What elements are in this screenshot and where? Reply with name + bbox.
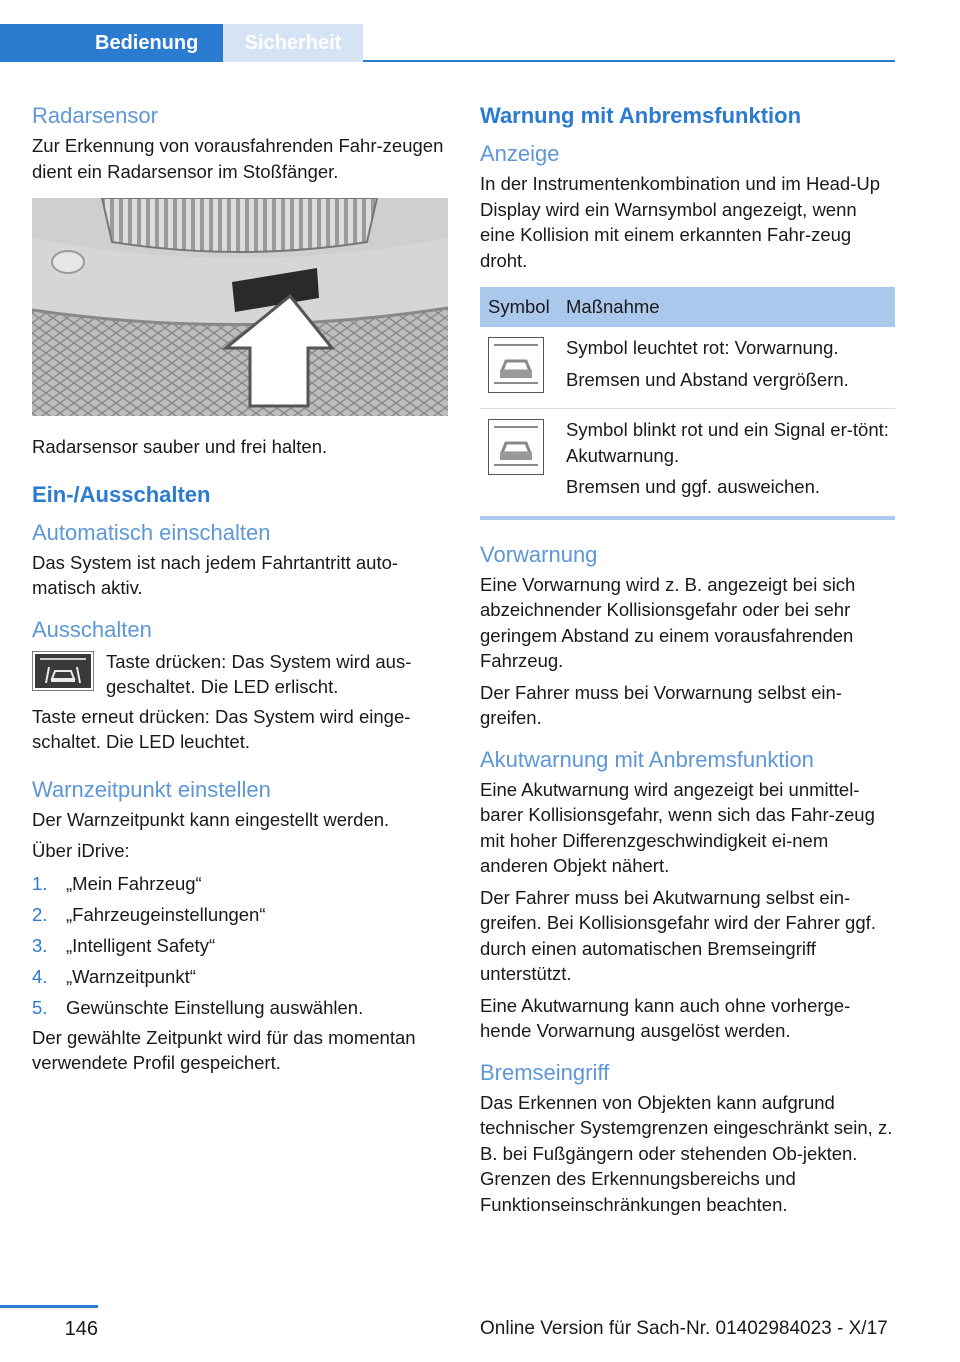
acute-no-prewarn: Eine Akutwarnung kann auch ohne vorherge-hende Vorwarnung ausgelöst werden. bbox=[480, 994, 851, 1041]
brake-warning-heading: Warnung mit Anbremsfunktion bbox=[480, 103, 802, 128]
radar-text: Zur Erkennung von vorausfahrenden Fahr-zeugen dient ein Radarsensor im Stoßfänger. bbox=[32, 135, 444, 182]
warn-time-text: Der Warnzeitpunkt kann eingestellt werden. bbox=[32, 808, 390, 830]
radar-heading: Radarsensor bbox=[32, 103, 158, 128]
auto-on-heading: Automatisch einschalten bbox=[32, 519, 271, 545]
display-heading: Anzeige bbox=[480, 141, 560, 166]
list-item: 4. „Warnzeitpunkt“ bbox=[32, 965, 196, 987]
acute-text: Eine Akutwarnung wird angezeigt bei unmittel-barer Kollisionsgefahr, wenn sich das Fahr-zeug mit hoher Differenzgeschwindigkeit ei-nem anderen Objekt nähert. bbox=[480, 778, 875, 876]
off-heading: Ausschalten bbox=[32, 616, 152, 642]
acute-heading: Akutwarnung mit Anbremsfunktion bbox=[480, 746, 814, 772]
car-front-warning-icon bbox=[488, 337, 544, 393]
tab-sicherheit[interactable]: Sicherheit bbox=[223, 24, 363, 62]
idrive-text: Über iDrive: bbox=[32, 840, 130, 861]
list-item: 1. „Mein Fahrzeug“ bbox=[32, 872, 202, 894]
online-version-note: Online Version für Sach-Nr. 01402984023 - X/17 bbox=[480, 1318, 888, 1339]
prewarn-heading: Vorwarnung bbox=[480, 541, 598, 567]
row2-line1: Symbol blinkt rot und ein Signal er-tönt: Akutwarnung. bbox=[566, 419, 889, 466]
table-row bbox=[480, 327, 895, 408]
prewarn-driver: Der Fahrer muss bei Vorwarnung selbst ein-greifen. bbox=[480, 681, 842, 728]
left-column bbox=[32, 101, 450, 1076]
table-header bbox=[480, 287, 895, 327]
col-symbol: Symbol bbox=[488, 296, 550, 317]
list-item: 5. Gewünschte Einstellung auswählen. bbox=[32, 996, 364, 1018]
row1-line1: Symbol leuchtet rot: Vorwarnung. bbox=[566, 337, 839, 358]
on-again-text: Taste erneut drücken: Das System wird einge-schaltet. Die LED leuchtet. bbox=[32, 705, 411, 752]
page-number: 146 bbox=[64, 1318, 98, 1340]
off-text: Taste drücken: Das System wird aus-geschaltet. Die LED erlischt. bbox=[106, 650, 412, 697]
col-action: Maßnahme bbox=[566, 296, 660, 317]
off-instruction bbox=[32, 649, 450, 700]
idrive-steps bbox=[32, 868, 450, 1023]
brake-heading: Bremseingriff bbox=[480, 1059, 610, 1085]
auto-on-text: Das System ist nach jedem Fahrtantritt auto-matisch aktiv. bbox=[32, 551, 399, 598]
collision-warning-button-icon bbox=[32, 651, 94, 691]
onoff-heading: Ein-/Ausschalten bbox=[32, 481, 211, 507]
display-text: In der Instrumentenkombination und im Head-Up Display wird ein Warnsymbol angezeigt, wenn eine Kollision mit einem erkannten Fahr-zeug droht. bbox=[480, 173, 881, 271]
symbol-table bbox=[480, 287, 895, 520]
row1-line2: Bremsen und Abstand vergrößern. bbox=[566, 368, 849, 390]
prewarn-text: Eine Vorwarnung wird z. B. angezeigt bei sich abzeichnender Kollisionsgefahr oder bei sehr geringem Abstand zu einem vorausfahrenden Fahrzeug. bbox=[480, 573, 856, 671]
photo-caption: Radarsensor sauber und frei halten. bbox=[32, 436, 328, 457]
warn-time-heading: Warnzeitpunkt einstellen bbox=[32, 776, 271, 802]
table-row bbox=[480, 408, 895, 516]
bumper-radar-sensor-photo bbox=[32, 198, 448, 416]
saved-text: Der gewählte Zeitpunkt wird für das momentan verwendete Profil gespeichert. bbox=[32, 1026, 416, 1073]
right-column bbox=[480, 101, 895, 1217]
list-item: 3. „Intelligent Safety“ bbox=[32, 934, 216, 956]
car-front-warning-icon bbox=[488, 419, 544, 475]
chapter-tabs bbox=[0, 24, 895, 62]
bumper-photo-illustration bbox=[32, 198, 448, 416]
list-item: 2. „Fahrzeugeinstellungen“ bbox=[32, 903, 266, 925]
brake-text: Das Erkennen von Objekten kann aufgrund technischer Systemgrenzen eingeschränkt sein, z. B. bei Fußgängern oder stehenden Ob-jekten. Grenzen des Erkennungsbereichs und Funktionseinschränkungen beachten. bbox=[480, 1091, 893, 1215]
footer-rule bbox=[0, 1305, 98, 1308]
acute-driver: Der Fahrer muss bei Akutwarnung selbst ein-greifen. Bei Kollisionsgefahr wird der Fahrer ggf. durch einen automatischen Bremseingriff unterstützt. bbox=[480, 886, 876, 984]
tab-bedienung[interactable]: Bedienung bbox=[0, 24, 223, 62]
row2-line2: Bremsen und ggf. ausweichen. bbox=[566, 476, 821, 497]
